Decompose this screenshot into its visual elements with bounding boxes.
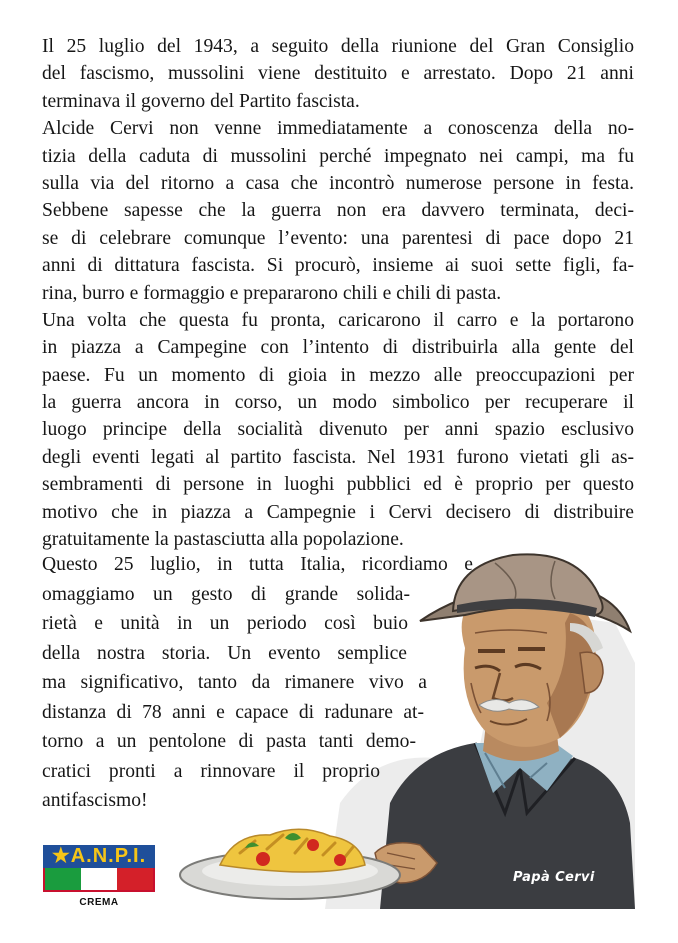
anpi-logo-name: ★A.N.P.I. <box>43 845 155 868</box>
text-line: sulla via del ritorno a casa che incontrò numerose persone in festa. <box>42 172 634 194</box>
text-line: Sebbene sapesse che la guerra non era davvero terminata, deci- <box>42 200 634 222</box>
anpi-logo-location: CREMA <box>79 897 119 908</box>
text-line: Il 25 luglio del 1943, a seguito della riunione del Gran Consiglio <box>42 36 634 57</box>
text-line: in piazza a Campegine con l’intento di distribuirla alla gente del <box>42 337 634 359</box>
text-line: ma significativo, tanto da rimanere vivo a <box>42 672 427 693</box>
text-line: distanza di 78 anni e capace di radunare at- <box>42 701 424 723</box>
closing-paragraph <box>42 550 482 816</box>
text-line: gratuitamente la pastasciutta alla popolazione. <box>42 529 404 551</box>
text-line: rina, burro e formaggio e prepararono chili e chili di pasta. <box>42 282 502 304</box>
text-line: Alcide Cervi non venne immediatamente a conoscenza della no- <box>42 118 634 140</box>
text-line: terminava il governo del Partito fascista. <box>42 90 360 112</box>
text-line: cratici pronti a rinnovare il proprio <box>42 760 380 782</box>
text-line: sembramenti di persone in luoghi pubblici ed è proprio per questo <box>42 474 634 496</box>
text-line: luogo principe della socialità divenuto per anni spazio esclusivo <box>42 419 634 441</box>
text-line: Una volta che questa fu pronta, caricarono il carro e la portarono <box>42 309 634 331</box>
text-line: se di celebrare comunque l’evento: una parentesi di pace dopo 21 <box>42 227 634 249</box>
paragraph-3 <box>42 307 634 554</box>
text-line: torno a un pentolone di pasta tanti demo- <box>42 731 416 752</box>
text-line: anni di dittatura fascista. Si procurò, insieme ai suoi sette figli, fa- <box>42 255 634 277</box>
text-line: la guerra ancora in corso, un modo simbolico per recuperare il <box>42 392 634 414</box>
text-line: Questo 25 luglio, in tutta Italia, ricordiamo e <box>42 554 473 575</box>
paragraph-1 <box>42 33 634 115</box>
text-line: antifascismo! <box>42 790 148 811</box>
text-line: degli eventi legati al partito fascista. Nel 1931 furono vietati gli as- <box>42 446 634 468</box>
text-line: del fascismo, mussolini viene destituito e arrestato. Dopo 21 anni <box>42 63 634 85</box>
text-line: tizia della caduta di mussolini perché impegnato nei campi, ma fu <box>42 145 634 167</box>
italian-flag-stripe <box>43 868 155 892</box>
text-line: della nostra storia. Un evento semplice <box>42 642 407 664</box>
flag-green <box>45 868 81 890</box>
text-line: rietà e unità in un periodo così buio <box>42 613 408 634</box>
paragraph-2 <box>42 115 634 307</box>
flag-red <box>117 868 153 890</box>
flag-white <box>81 868 117 890</box>
text-line: motivo che in piazza a Campegnie i Cervi decisero di distribuire <box>42 501 634 523</box>
illustration-caption: Papà Cervi <box>513 870 595 885</box>
text-line: paese. Fu un momento di gioia in mezzo alle preoccupazioni per <box>42 364 634 386</box>
article-body <box>42 33 634 553</box>
text-line: omaggiamo un gesto di grande solida- <box>42 583 410 605</box>
anpi-logo <box>43 845 155 908</box>
